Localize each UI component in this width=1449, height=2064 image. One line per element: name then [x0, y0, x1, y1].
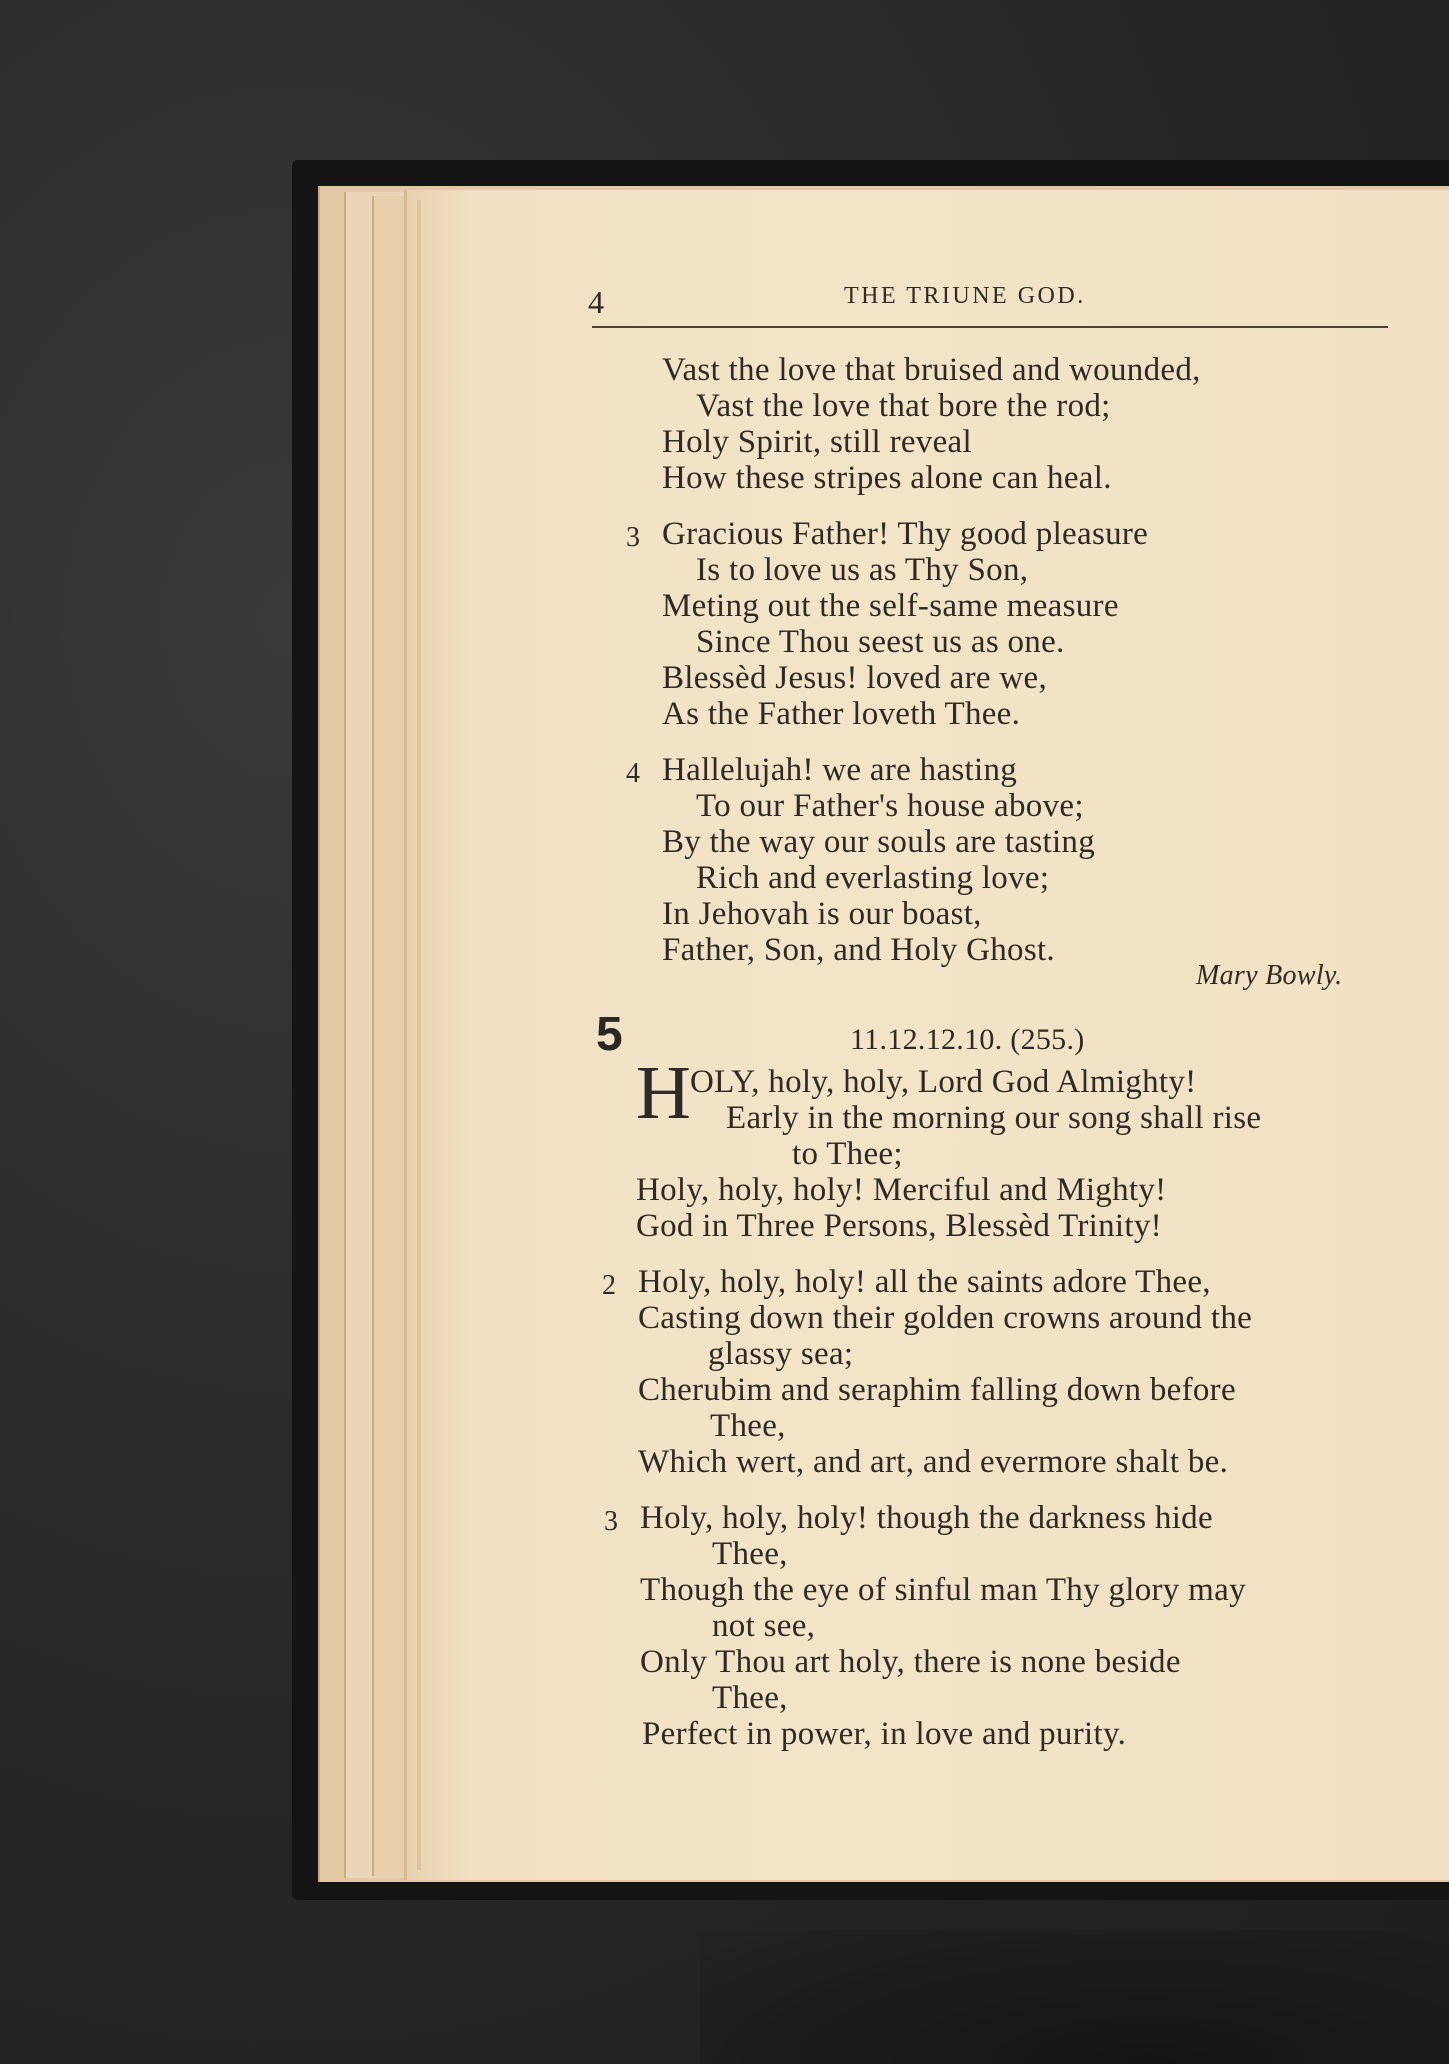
- verse-line: Holy, holy, holy! Merciful and Mighty!: [636, 1172, 1167, 1208]
- verse-line: Rich and everlasting love;: [696, 860, 1050, 896]
- verse-line: Cherubim and seraphim falling down before: [638, 1372, 1236, 1408]
- hymn-meter: 11.12.12.10. (255.): [850, 1023, 1085, 1056]
- verse-line: Though the eye of sinful man Thy glory may: [640, 1572, 1246, 1608]
- verse-line: Gracious Father! Thy good pleasure: [662, 516, 1149, 552]
- verse-line: to Thee;: [792, 1136, 903, 1172]
- verse-number: 4: [626, 758, 641, 789]
- verse-line: Thee,: [710, 1408, 786, 1444]
- verse-line: glassy sea;: [708, 1336, 854, 1372]
- verse-line: Meting out the self-same measure: [662, 588, 1119, 624]
- verse-line: Early in the morning our song shall rise: [726, 1100, 1262, 1136]
- verse-line: God in Three Persons, Blessèd Trinity!: [636, 1208, 1162, 1244]
- verse-line: OLY, holy, holy, Lord God Almighty!: [690, 1064, 1197, 1100]
- verse-line: Holy, holy, holy! though the darkness hide: [640, 1500, 1213, 1536]
- verse-line: Only Thou art holy, there is none beside: [640, 1644, 1181, 1680]
- verse-number: 3: [626, 522, 641, 553]
- verse-line: Blessèd Jesus! loved are we,: [662, 660, 1048, 696]
- verse-line: Since Thou seest us as one.: [696, 624, 1065, 660]
- drop-cap: H: [636, 1051, 691, 1135]
- running-title: THE TRIUNE GOD.: [844, 283, 1086, 309]
- verse-line: How these stripes alone can heal.: [662, 460, 1112, 496]
- verse-line: Holy Spirit, still reveal: [662, 424, 972, 460]
- verse-line: By the way our souls are tasting: [662, 824, 1096, 860]
- author-credit: Mary Bowly.: [1196, 960, 1343, 991]
- verse-line: Holy, holy, holy! all the saints adore Thee,: [638, 1264, 1211, 1300]
- verse-line: Vast the love that bruised and wounded,: [662, 352, 1201, 388]
- verse-line: In Jehovah is our boast,: [662, 896, 982, 932]
- verse-line: Father, Son, and Holy Ghost.: [662, 932, 1055, 968]
- hymn-number: 5: [596, 1008, 623, 1061]
- verse-line: Which wert, and art, and evermore shalt be.: [638, 1444, 1229, 1480]
- verse-number: 3: [604, 1506, 619, 1537]
- verse-number: 2: [602, 1270, 617, 1301]
- verse-line: Thee,: [712, 1536, 788, 1572]
- verse-line: not see,: [712, 1608, 816, 1644]
- page-number: 4: [588, 284, 605, 320]
- verse-line: Vast the love that bore the rod;: [696, 388, 1111, 424]
- verse-line: Thee,: [712, 1680, 788, 1716]
- header-rule: [592, 326, 1388, 328]
- verse-line: Is to love us as Thy Son,: [696, 552, 1029, 588]
- verse-line: As the Father loveth Thee.: [662, 696, 1021, 732]
- verse-line: Casting down their golden crowns around the: [638, 1300, 1253, 1336]
- verse-line: Hallelujah! we are hasting: [662, 752, 1018, 788]
- verse-line: Perfect in power, in love and purity.: [642, 1716, 1127, 1752]
- verse-line: To our Father's house above;: [696, 788, 1084, 824]
